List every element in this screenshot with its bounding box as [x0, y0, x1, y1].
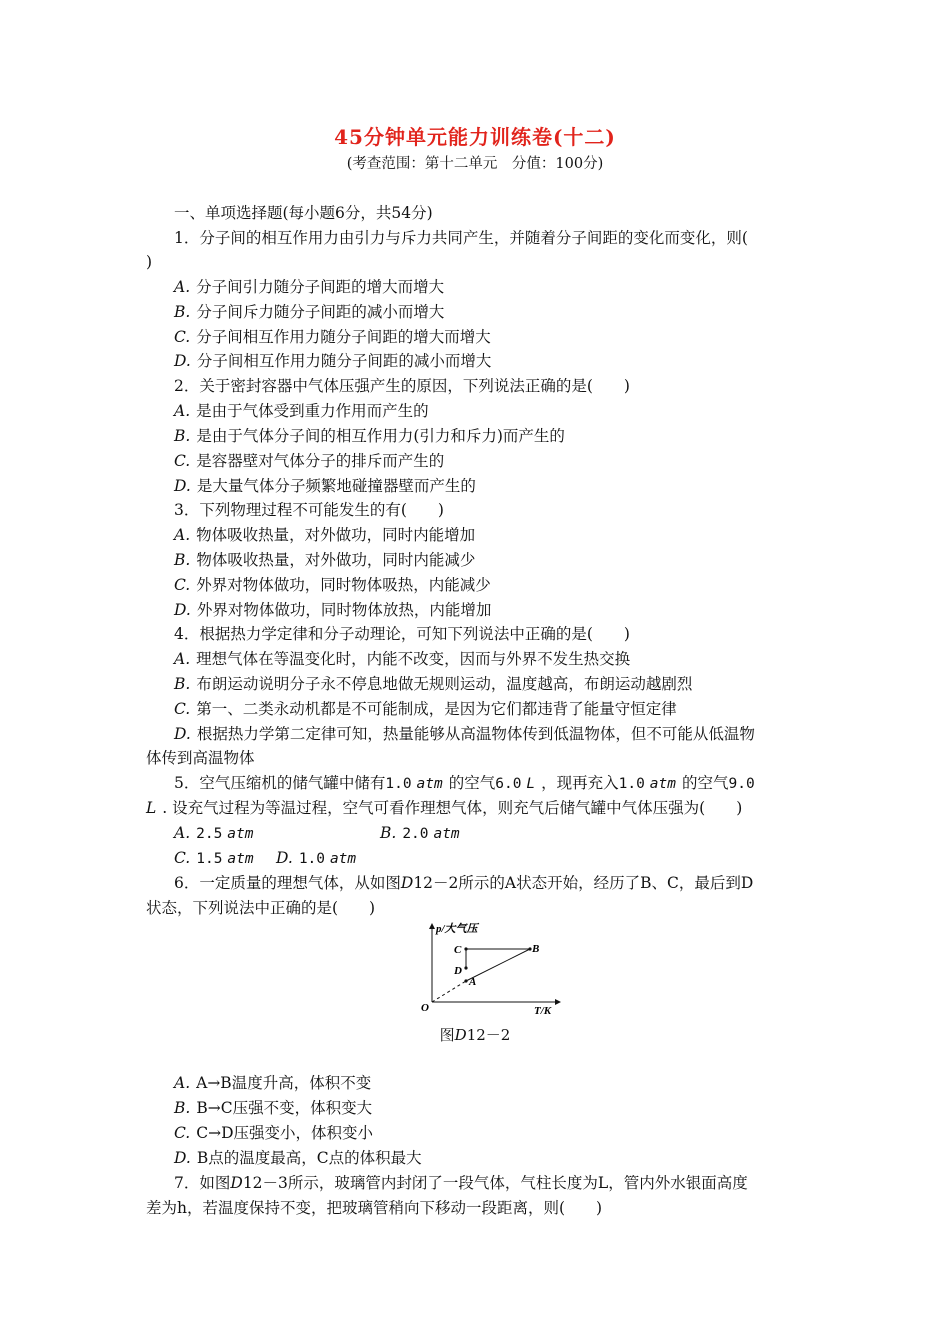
caption-text: 图 [439, 1026, 455, 1044]
q5-text: . 设充气过程为等温过程，空气可看作理想气体，则充气后储气罐中气体压强为( ) [162, 799, 743, 817]
option-unit: atm [227, 826, 254, 842]
option-text: 外界对物体做功，同时物体放热，内能增加 [196, 601, 492, 619]
q4-option-c [174, 699, 677, 719]
origin-label: O [421, 1002, 429, 1014]
option-label: A. [174, 526, 191, 544]
option-text: 分子间斥力随分子间距的减小而增大 [196, 303, 445, 321]
q5-option-d [276, 848, 362, 869]
q3-option-d [174, 600, 491, 620]
q4-option-d [174, 724, 755, 744]
option-text: 理想气体在等温变化时，内能不改变，因而与外界不发生热交换 [196, 650, 631, 668]
q5-stem [174, 773, 755, 794]
page-subtitle: (考查范围：第十二单元 分值：100分) [346, 156, 604, 172]
option-text: 布朗运动说明分子永不停息地做无规则运动，温度越高，布朗运动越剧烈 [196, 675, 693, 693]
q7-stem [174, 1173, 748, 1193]
option-label: D. [174, 352, 191, 370]
q1-option-a [174, 277, 444, 297]
q5-text: ，现再充入 [541, 774, 619, 792]
q6-option-a [174, 1073, 371, 1093]
point-d [464, 966, 467, 969]
q7-stem-cont: 差为h，若温度保持不变，把玻璃管稍向下移动一段距离，则( ) [146, 1199, 603, 1217]
option-label: B. [174, 551, 191, 569]
q2-stem: 2．关于密封容器中气体压强产生的原因，下列说法正确的是( ) [174, 377, 630, 395]
option-value: 2.5 [196, 826, 223, 842]
option-label: A. [174, 1074, 191, 1092]
q1-option-d [174, 351, 491, 371]
option-label: C. [174, 849, 191, 867]
q3-stem: 3．下列物理过程不可能发生的有( ) [174, 501, 444, 519]
option-text: 是由于气体分子间的相互作用力(引力和斥力)而产生的 [196, 427, 565, 445]
page-title: 45分钟单元能力训练卷(十二) [334, 125, 616, 149]
option-text: C→D压强变小，体积变小 [196, 1124, 374, 1142]
option-value: 1.0 [298, 851, 326, 867]
q2-option-c [174, 451, 444, 471]
option-unit: atm [227, 851, 254, 867]
q5-option-a [174, 823, 259, 844]
q6-option-b [174, 1098, 372, 1118]
q3-option-b [174, 550, 475, 570]
q1-stem-cont: ) [146, 253, 153, 271]
q5-text: 5．空气压缩机的储气罐中储有 [174, 774, 386, 792]
q5-value: 1.0 [618, 776, 645, 792]
y-axis-label: p/大气压 [436, 923, 478, 935]
option-value: 1.5 [196, 851, 223, 867]
section-heading: 一、单项选择题(每小题6分，共54分) [174, 204, 433, 222]
option-text: 是由于气体受到重力作用而产生的 [196, 402, 429, 420]
pt-diagram [418, 918, 568, 1018]
option-text: 根据热力学第二定律可知，热量能够从高温物体传到低温物体，但不可能从低温物 [196, 725, 755, 743]
option-text: 外界对物体做功，同时物体吸热，内能减少 [196, 576, 491, 594]
q5-value: 1.0 [385, 776, 412, 792]
q1-option-b [174, 302, 444, 322]
q7-text: 12－3所示，玻璃管内封闭了一段气体，气柱长度为L，管内外水银面高度 [242, 1174, 748, 1192]
option-text: 分子间相互作用力随分子间距的减小而增大 [196, 352, 492, 370]
q6-stem [174, 873, 753, 893]
option-label: D. [174, 477, 191, 495]
option-label: A. [174, 824, 191, 842]
option-text: 物体吸收热量，对外做功，同时内能增加 [196, 526, 476, 544]
q5-stem-cont [146, 798, 742, 818]
point-b-label: B [532, 943, 540, 955]
q7-text: 7．如图 [174, 1174, 231, 1192]
option-label: B. [174, 427, 191, 445]
q5-text: 的空气 [681, 774, 729, 792]
option-label: A. [174, 402, 191, 420]
figure-ref: D [230, 1174, 243, 1192]
figure-ref: D [400, 874, 414, 892]
option-text: 第一、二类永动机都是不可能制成，是因为它们都违背了能量守恒定律 [196, 700, 677, 718]
q2-option-a [174, 401, 429, 421]
q4-stem: 4．根据热力学定律和分子动理论，可知下列说法中正确的是( ) [174, 625, 630, 643]
q5-option-c [174, 848, 260, 869]
option-text: B→C压强不变，体积变大 [196, 1099, 373, 1117]
q6-text: 12－2所示的A状态开始，经历了B、C，最后到D [413, 874, 754, 892]
option-label: B. [174, 675, 191, 693]
point-d-label: D [454, 965, 462, 977]
q1-stem: 1．分子间的相互作用力由引力与斥力共同产生，并随着分子间距的变化而变化，则( [174, 229, 748, 247]
point-a [464, 979, 467, 982]
option-text: B点的温度最高，C点的体积最大 [196, 1149, 422, 1167]
option-label: A. [174, 278, 191, 296]
caption-text: 12－2 [466, 1026, 511, 1044]
q5-unit: atm [416, 776, 443, 792]
option-label: D. [174, 601, 191, 619]
option-label: B. [174, 1099, 191, 1117]
q5-unit: L [146, 799, 157, 817]
q5-value: 6.0 [495, 776, 522, 792]
option-unit: atm [329, 851, 357, 867]
dashed-extension [432, 981, 466, 1002]
q6-option-c [174, 1123, 373, 1143]
option-label: C. [174, 1124, 191, 1142]
q3-option-c [174, 575, 491, 595]
q6-option-d [174, 1148, 422, 1168]
option-label: B. [174, 303, 191, 321]
option-label: C. [174, 452, 191, 470]
option-label: C. [174, 576, 191, 594]
q1-option-c [174, 327, 491, 347]
q5-text: 的空气 [448, 774, 496, 792]
q4-option-a [174, 649, 630, 669]
q2-option-d [174, 476, 476, 496]
q5-unit: atm [649, 776, 676, 792]
option-label: D. [276, 849, 293, 867]
x-axis-label: T/K [534, 1005, 552, 1017]
option-text: A→B温度升高，体积不变 [196, 1074, 372, 1092]
option-label: A. [174, 650, 191, 668]
q4-option-b [174, 674, 692, 694]
point-a-label: A [469, 976, 477, 988]
q6-text: 6．一定质量的理想气体，从如图 [174, 874, 401, 892]
q2-option-b [174, 426, 565, 446]
option-text: 分子间引力随分子间距的增大而增大 [196, 278, 445, 296]
q4-option-d-cont: 体传到高温物体 [146, 749, 255, 767]
option-label: C. [174, 328, 191, 346]
option-label: B. [380, 824, 397, 842]
option-unit: atm [433, 826, 460, 842]
option-label: C. [174, 700, 191, 718]
q5-value: 9.0 [728, 776, 755, 792]
option-text: 分子间相互作用力随分子间距的增大而增大 [196, 328, 491, 346]
point-c-label: C [454, 944, 462, 956]
point-c [464, 947, 467, 950]
q6-stem-cont: 状态，下列说法中正确的是( ) [146, 899, 376, 917]
caption-ref: D [454, 1026, 467, 1044]
figure-caption [0, 1024, 950, 1045]
option-text: 物体吸收热量，对外做功，同时内能减少 [196, 551, 476, 569]
option-label: D. [174, 725, 191, 743]
option-text: 是容器壁对气体分子的排斥而产生的 [196, 452, 445, 470]
q5-unit: L [526, 776, 536, 792]
q3-option-a [174, 525, 475, 545]
option-label: D. [174, 1149, 191, 1167]
option-text: 是大量气体分子频繁地碰撞器壁而产生的 [196, 477, 476, 495]
q5-option-b [380, 823, 466, 844]
option-value: 2.0 [402, 826, 429, 842]
